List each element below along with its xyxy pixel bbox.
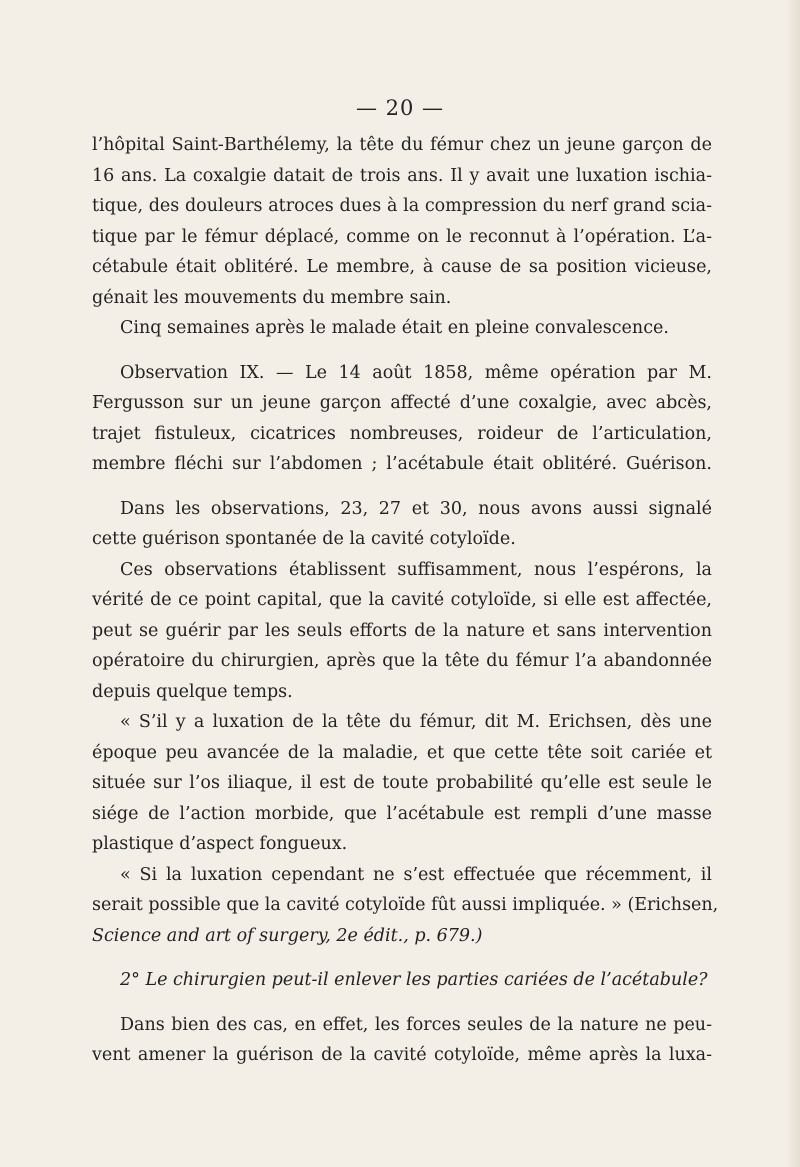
paragraph-observation bbox=[92, 358, 712, 480]
text-line: tique par le fémur déplacé, comme on le reconnut à l’opération. L’a- bbox=[92, 226, 712, 247]
text-line: plastique d’aspect fongueux. bbox=[92, 834, 348, 854]
text-line: depuis quelque temps. bbox=[92, 681, 293, 702]
text-line: serait possible que la cavité cotyloïde fût aussi impliquée. » (Erichsen, bbox=[92, 895, 719, 915]
text-line: époque peu avancée de la maladie, et que cette tête soit cariée et bbox=[92, 742, 712, 763]
text-line: vent amener la guérison de la cavité cotyloïde, même après la luxa- bbox=[92, 1045, 712, 1065]
paragraph-quote bbox=[92, 860, 719, 952]
text-line: cette guérison spontanée de la cavité cotyloïde. bbox=[92, 529, 516, 549]
text-line: l’hôpital Saint-Barthélemy, la tête du fémur chez un jeune garçon de bbox=[92, 135, 712, 155]
page-number: — 20 — bbox=[355, 96, 445, 120]
body-text bbox=[92, 130, 719, 1071]
text-line: Observation IX. — Le 14 août 1858, même opération par M. bbox=[120, 362, 712, 383]
text-line: membre fléchi sur l’abdomen ; l’acétabule était oblitéré. Guérison. bbox=[92, 454, 712, 474]
text-line: génait les mouvements du membre sain. bbox=[92, 287, 452, 308]
text-line: Cinq semaines après le malade était en pleine convalescence. bbox=[120, 318, 669, 338]
text-line: vérité de ce point capital, que la cavité cotyloïde, si elle est affectée, bbox=[92, 590, 712, 610]
text-line: située sur l’os iliaque, il est de toute probabilité qu’elle est seule le bbox=[92, 773, 712, 793]
text-line: cétabule était oblitéré. Le membre, à cause de sa position vicieuse, bbox=[92, 257, 712, 277]
text-line: « Si la luxation cependant ne s’est effectuée que récemment, il bbox=[120, 864, 712, 885]
citation-line: Science and art of surgery, 2e édit., p. 679.) bbox=[92, 925, 483, 946]
text-line: siége de l’action morbide, que l’acétabule est rempli d’une masse bbox=[92, 803, 712, 824]
text-line: Fergusson sur un jeune garçon affecté d’une coxalgie, avec abcès, bbox=[92, 393, 712, 413]
text-line: Dans bien des cas, en effet, les forces seules de la nature ne peu- bbox=[120, 1014, 712, 1035]
text-line: Ces observations établissent suffisamment, nous l’espérons, la bbox=[120, 559, 712, 580]
text-line: 2° Le chirurgien peut-il enlever les parties cariées de l’acétabule? bbox=[120, 970, 708, 990]
text-line: trajet fistuleux, cicatrices nombreuses, roideur de l’articulation, bbox=[92, 423, 712, 444]
paragraph bbox=[92, 313, 712, 344]
section-question bbox=[92, 965, 712, 996]
paragraph bbox=[92, 1010, 712, 1071]
paragraph-quote bbox=[92, 707, 712, 860]
text-line: tique, des douleurs atroces dues à la compression du nerf grand scia- bbox=[92, 196, 712, 216]
paragraph bbox=[92, 130, 712, 313]
paragraph bbox=[92, 555, 712, 708]
page-edge-shading bbox=[786, 0, 800, 1167]
text-line: Dans les observations, 23, 27 et 30, nous avons aussi signalé bbox=[120, 498, 712, 519]
text-line: 16 ans. La coxalgie datait de trois ans. Il y avait une luxation ischia- bbox=[92, 165, 712, 186]
text-line: « S’il y a luxation de la tête du fémur, dit M. Erichsen, dès une bbox=[120, 712, 712, 732]
text-line: peut se guérir par les seuls efforts de la nature et sans intervention bbox=[92, 620, 712, 641]
text-line: opératoire du chirurgien, après que la tête du fémur l’a abandonnée bbox=[92, 651, 712, 671]
paragraph bbox=[92, 494, 712, 555]
